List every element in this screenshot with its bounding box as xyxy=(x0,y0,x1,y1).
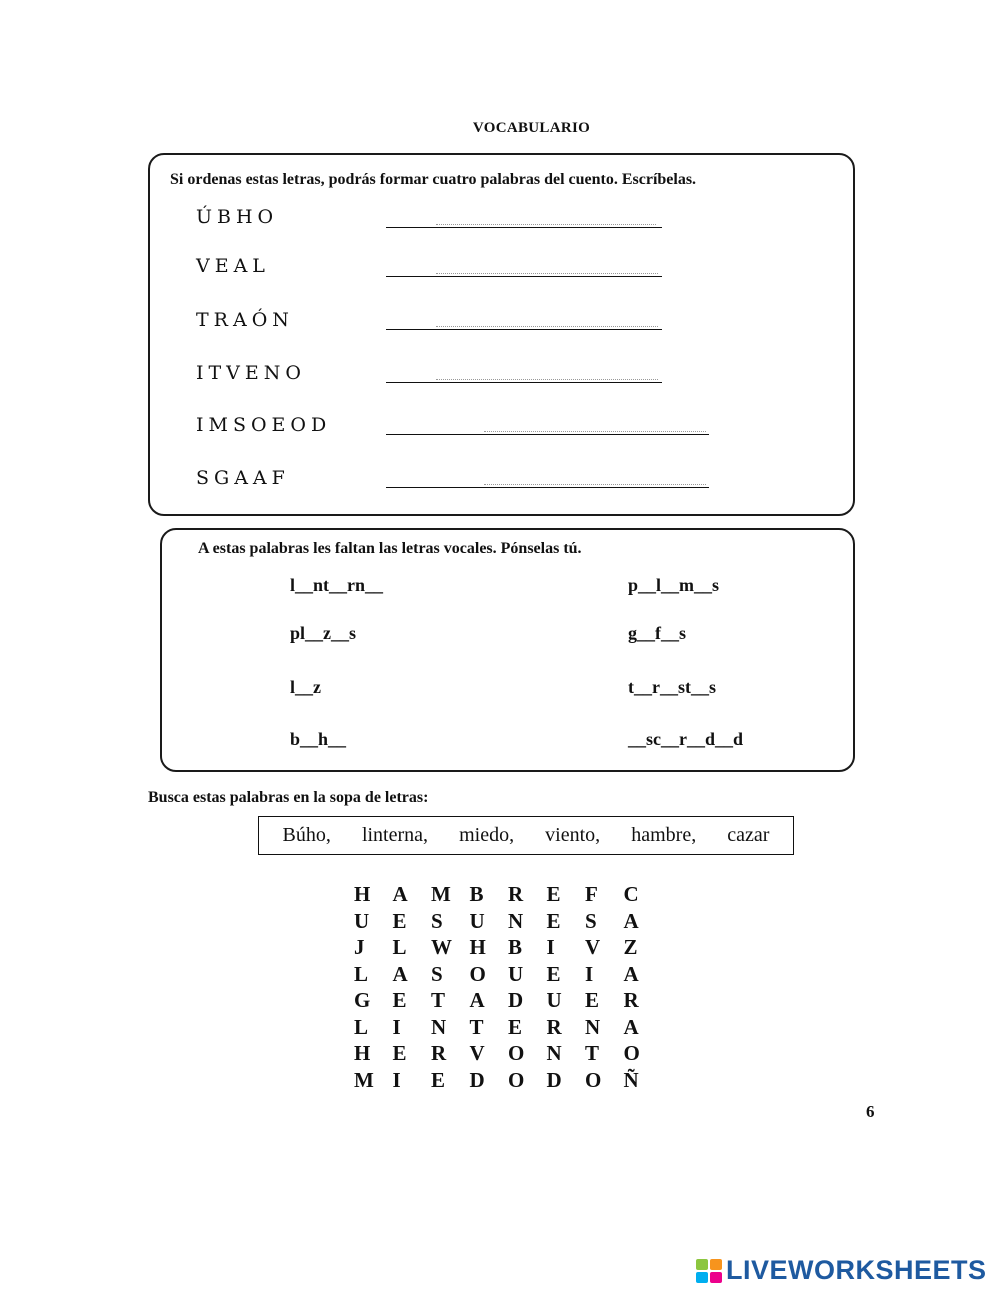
word-list-item: linterna, xyxy=(361,824,429,846)
scrambled-word: SGAAF xyxy=(196,467,290,489)
grid-letter[interactable]: I xyxy=(585,961,594,986)
grid-letter[interactable]: H xyxy=(354,1041,371,1065)
grid-letter[interactable]: I xyxy=(392,1014,401,1039)
brand-logo xyxy=(696,1255,987,1286)
vowel-word[interactable]: l__z xyxy=(290,677,321,697)
grid-letter[interactable]: N xyxy=(585,1014,601,1039)
grid-letter[interactable]: E xyxy=(508,1014,523,1039)
page-title: VOCABULARIO xyxy=(472,120,591,136)
vowel-word[interactable]: l__nt__rn__ xyxy=(290,575,384,595)
grid-letter[interactable]: C xyxy=(623,882,639,906)
grid-letter[interactable]: O xyxy=(585,1067,602,1092)
vowel-word[interactable]: __sc__r__d__d xyxy=(628,729,744,749)
word-list-item: cazar xyxy=(727,824,770,846)
grid-letter[interactable]: E xyxy=(546,908,561,933)
grid-letter[interactable]: Ñ xyxy=(623,1067,639,1092)
grid-letter[interactable]: V xyxy=(469,1041,485,1065)
grid-letter[interactable]: T xyxy=(469,1014,484,1039)
vowels-section xyxy=(160,528,855,772)
grid-letter[interactable]: A xyxy=(392,882,408,906)
word-list-item: hambre, xyxy=(631,824,697,846)
grid-letter[interactable]: N xyxy=(546,1041,562,1065)
brand-name: LIVEWORKSHEETS xyxy=(726,1255,987,1285)
grid-letter[interactable]: A xyxy=(392,961,408,986)
grid-letter[interactable]: N xyxy=(508,908,524,933)
grid-letter[interactable]: A xyxy=(469,988,485,1012)
wordsearch-instruction: Busca estas palabras en la sopa de letras: xyxy=(148,789,429,806)
grid-letter[interactable]: O xyxy=(623,1041,640,1065)
grid-letter[interactable]: U xyxy=(546,988,562,1012)
logo-cube xyxy=(710,1259,722,1270)
word-list-box xyxy=(258,816,794,855)
vowel-word[interactable]: b__h__ xyxy=(290,729,347,749)
grid-letter[interactable]: M xyxy=(431,882,451,906)
logo-cube xyxy=(710,1272,722,1283)
answer-line[interactable] xyxy=(386,329,662,330)
grid-letter[interactable]: A xyxy=(623,1014,639,1039)
grid-letter[interactable]: L xyxy=(354,1014,369,1039)
grid-letter[interactable]: R xyxy=(546,1014,562,1039)
scrambled-word: TRAÓN xyxy=(196,309,294,331)
grid-letter[interactable]: U xyxy=(354,908,370,933)
grid-letter[interactable]: I xyxy=(392,1067,401,1092)
grid-letter[interactable]: G xyxy=(354,988,371,1012)
grid-letter[interactable]: O xyxy=(469,961,486,986)
grid-letter[interactable]: H xyxy=(354,882,371,906)
answer-line[interactable] xyxy=(386,276,662,277)
answer-line[interactable] xyxy=(386,434,709,435)
grid-letter[interactable]: E xyxy=(431,1067,446,1092)
vowel-word[interactable]: g__f__s xyxy=(628,623,686,643)
grid-letter[interactable]: Z xyxy=(623,935,638,959)
word-list-item: viento, xyxy=(545,824,601,846)
logo-cube xyxy=(696,1259,708,1270)
scrambled-word: IMSOEOD xyxy=(196,414,332,436)
logo-cube xyxy=(696,1272,708,1283)
grid-letter[interactable]: R xyxy=(508,882,524,906)
word-list-item: miedo, xyxy=(459,824,515,846)
grid-letter[interactable]: A xyxy=(623,908,639,933)
vowel-word[interactable]: pl__z__s xyxy=(290,623,357,643)
vowel-word[interactable]: p__l__m__s xyxy=(628,575,720,595)
grid-letter[interactable]: T xyxy=(585,1041,600,1065)
letter-grid xyxy=(354,882,662,1094)
logo-cubes-icon xyxy=(696,1259,722,1283)
scrambled-word: ÚBHO xyxy=(196,206,279,228)
grid-letter[interactable]: A xyxy=(623,961,639,986)
grid-letter[interactable]: B xyxy=(469,882,484,906)
grid-letter[interactable]: V xyxy=(585,935,601,959)
answer-line[interactable] xyxy=(386,487,709,488)
grid-letter[interactable]: L xyxy=(392,935,407,959)
grid-letter[interactable]: O xyxy=(508,1067,525,1092)
scrambled-word: VEAL xyxy=(196,255,270,277)
grid-letter[interactable]: L xyxy=(354,961,369,986)
grid-letter[interactable]: D xyxy=(546,1067,562,1092)
word-list-item: Búho, xyxy=(282,824,331,846)
grid-letter[interactable]: E xyxy=(392,1041,407,1065)
scramble-instruction: Si ordenas estas letras, podrás formar cuatro palabras del cuento. Escríbelas. xyxy=(170,171,697,188)
grid-letter[interactable]: S xyxy=(585,908,597,933)
grid-letter[interactable]: S xyxy=(431,961,443,986)
grid-letter[interactable]: R xyxy=(623,988,639,1012)
grid-letter[interactable]: O xyxy=(508,1041,525,1065)
grid-letter[interactable]: I xyxy=(546,935,555,959)
answer-line[interactable] xyxy=(386,382,662,383)
page-number: 6 xyxy=(866,1102,875,1121)
grid-letter[interactable]: U xyxy=(508,961,524,986)
grid-letter[interactable]: H xyxy=(469,935,486,959)
vowel-word[interactable]: t__r__st__s xyxy=(628,677,716,697)
answer-line[interactable] xyxy=(386,227,662,228)
grid-letter[interactable]: B xyxy=(508,935,523,959)
grid-letter[interactable]: S xyxy=(431,908,443,933)
grid-letter[interactable]: E xyxy=(546,882,561,906)
grid-letter[interactable]: E xyxy=(392,988,407,1012)
grid-letter[interactable]: E xyxy=(585,988,600,1012)
grid-letter[interactable]: N xyxy=(431,1014,447,1039)
grid-letter[interactable]: D xyxy=(508,988,524,1012)
grid-letter[interactable]: F xyxy=(585,882,598,906)
grid-letter[interactable]: R xyxy=(431,1041,447,1065)
grid-letter[interactable]: J xyxy=(354,935,365,959)
grid-letter[interactable]: T xyxy=(431,988,446,1012)
grid-letter[interactable]: E xyxy=(546,961,561,986)
grid-letter[interactable]: M xyxy=(354,1067,374,1092)
grid-letter[interactable]: E xyxy=(392,908,407,933)
grid-letter[interactable]: W xyxy=(431,935,452,959)
scrambled-word: ITVENO xyxy=(196,362,306,384)
vowels-instruction: A estas palabras les faltan las letras vocales. Pónselas tú. xyxy=(198,540,582,557)
grid-letter[interactable]: D xyxy=(469,1067,485,1092)
grid-letter[interactable]: U xyxy=(469,908,485,933)
